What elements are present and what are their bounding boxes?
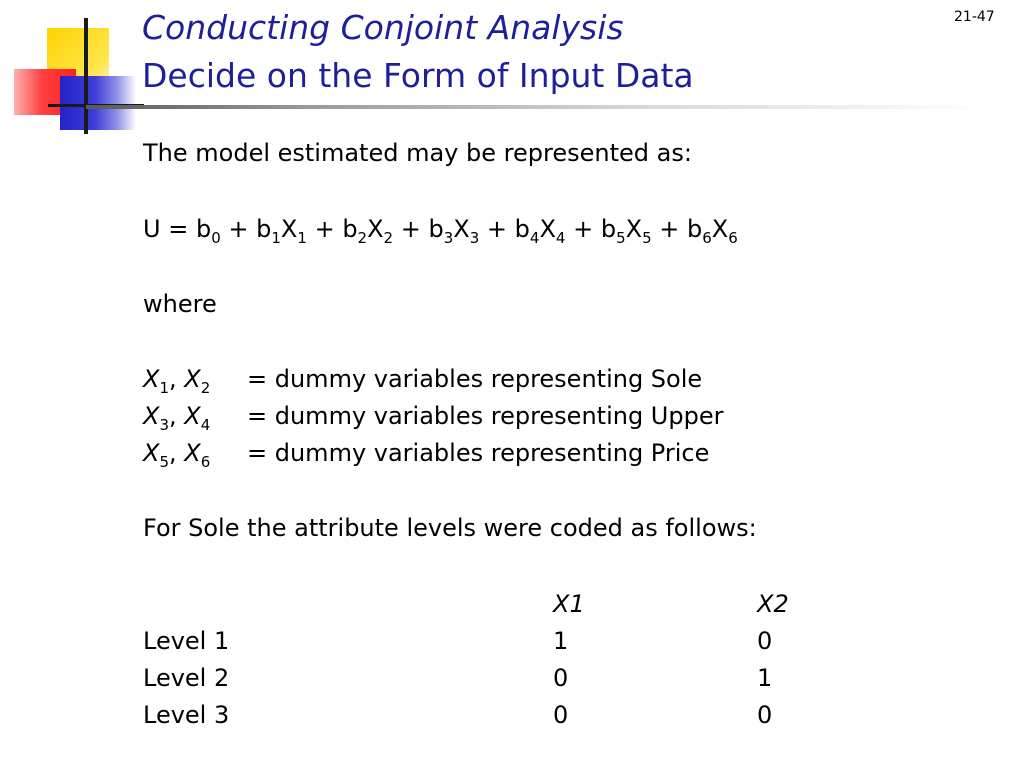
definition-vars: [143, 438, 211, 471]
equation-coef: b: [514, 215, 530, 243]
equation-coef: b: [600, 215, 617, 243]
equation-subscript: 1: [271, 229, 281, 247]
equation-coef: b: [195, 215, 212, 243]
equation-var: X: [367, 215, 384, 243]
equation-subscript: 3: [469, 229, 480, 247]
model-intro-text: The model estimated may be represented as:: [143, 139, 692, 167]
definition-var: X: [184, 439, 201, 467]
coding-row-x1: 0: [553, 664, 569, 692]
equation-subscript: 1: [297, 229, 307, 247]
definition-var: X: [184, 365, 201, 393]
equation-subscript: 3: [443, 229, 454, 247]
definition-description: = dummy variables representing Sole: [247, 365, 703, 393]
coding-intro-text: For Sole the attribute levels were coded as follows:: [143, 514, 757, 542]
definition-var: X: [184, 402, 201, 430]
equation-subscript: 2: [383, 229, 394, 247]
definition-subscript: 2: [200, 379, 211, 397]
definition-vars: [143, 401, 211, 434]
coding-header-x2: X2: [757, 590, 789, 618]
definition-var: X: [143, 402, 160, 430]
equation-plus: +: [314, 215, 335, 243]
equation-subscript: 2: [357, 229, 368, 247]
coding-row-label: Level 1: [143, 627, 230, 655]
definition-subscript: 3: [159, 416, 169, 434]
coding-header-x1: X1: [553, 590, 585, 618]
coding-row-label: Level 3: [143, 701, 230, 729]
coding-row-x2: 0: [757, 627, 773, 655]
equation-coef: b: [256, 215, 272, 243]
logo-blue-square: [60, 76, 136, 130]
coding-row-x2: 1: [757, 664, 773, 692]
coding-row-x1: 1: [553, 627, 569, 655]
equation-plus: +: [400, 215, 421, 243]
definition-separator: ,: [169, 365, 177, 393]
definition-vars: [143, 364, 211, 397]
equation-plus: +: [659, 215, 680, 243]
definition-subscript: 6: [200, 453, 211, 471]
logo-vertical-line: [84, 18, 88, 134]
coding-row-x2: 0: [757, 701, 773, 729]
definition-subscript: 1: [159, 379, 169, 397]
where-label: where: [143, 290, 217, 318]
equation-var: X: [539, 215, 556, 243]
definition-separator: ,: [169, 439, 177, 467]
definition-subscript: 4: [200, 416, 211, 434]
slide-subtitle: Decide on the Form of Input Data: [142, 56, 694, 95]
slide-logo: [0, 0, 150, 140]
equation-subscript: 6: [702, 229, 712, 247]
equation-subscript: 0: [211, 229, 221, 247]
equation-plus: +: [573, 215, 594, 243]
title-divider: [86, 105, 986, 109]
definition-subscript: 5: [159, 453, 169, 471]
equation-var: X: [280, 215, 298, 243]
equation-subscript: 4: [529, 229, 540, 247]
definition-separator: ,: [169, 402, 177, 430]
equation-subscript: 5: [642, 229, 652, 247]
equation-var: X: [625, 215, 643, 243]
equation-var: X: [711, 215, 729, 243]
equation-subscript: 4: [555, 229, 566, 247]
coding-row-x1: 0: [553, 701, 569, 729]
definition-description: = dummy variables representing Price: [247, 439, 710, 467]
equation-subscript: 6: [728, 229, 738, 247]
equation-plus: +: [486, 215, 508, 243]
definition-description: = dummy variables representing Upper: [247, 402, 724, 430]
equation-subscript: 5: [616, 229, 626, 247]
equation-coef: b: [687, 215, 703, 243]
equation-lhs: U: [143, 215, 161, 243]
equation-coef: b: [342, 215, 358, 243]
equation-var: X: [453, 215, 470, 243]
equation-plus: +: [228, 215, 249, 243]
coding-row-label: Level 2: [143, 664, 230, 692]
slide-number: 21-47: [954, 9, 995, 25]
equation-coef: b: [428, 215, 444, 243]
definition-var: X: [143, 365, 160, 393]
equation-equals: =: [168, 215, 189, 243]
definition-var: X: [143, 439, 160, 467]
model-equation: [143, 214, 738, 247]
slide-title: Conducting Conjoint Analysis: [142, 8, 624, 47]
